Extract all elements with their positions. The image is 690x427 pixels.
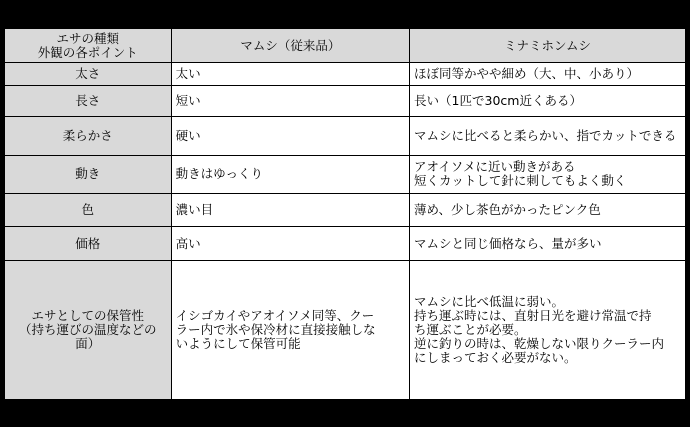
header-minami-honmushi: ミナミホンムシ — [410, 29, 686, 63]
comparison-table — [4, 28, 686, 400]
table-row — [5, 155, 686, 193]
cell-text-line: エサとしての保管性 — [31, 308, 145, 324]
minami-cell — [410, 227, 686, 261]
table-row — [5, 117, 686, 155]
cell-text-line: 短い — [175, 93, 201, 109]
table-row — [5, 63, 686, 86]
mamushi-cell — [171, 117, 409, 155]
cell-text-line: （持ち運びの温度などの — [19, 322, 157, 338]
header-category-line1: エサの種類 — [56, 30, 120, 46]
cell-text-line: ラー内で氷や保冷材に直接接触しな — [175, 322, 376, 338]
minami-cell — [410, 194, 686, 227]
header-mamushi: マムシ（従来品） — [171, 29, 409, 63]
minami-cell — [410, 117, 686, 155]
cell-text-line: 長さ — [75, 93, 101, 109]
row-label — [5, 155, 172, 193]
cell-text-line: アオイソメに近い動きがある — [414, 159, 576, 175]
cell-text-line: ほぼ同等かやや細め（大、中、小あり） — [414, 66, 640, 82]
cell-text-line: 太さ — [75, 66, 101, 82]
mamushi-cell — [171, 86, 409, 117]
row-label — [5, 86, 172, 117]
cell-text-line: 柔らかさ — [62, 128, 113, 144]
cell-text-line: 短くカットして針に刺してもよく動く — [414, 173, 627, 189]
cell-text-line: 薄め、少し茶色がかったピンク色 — [414, 202, 601, 218]
row-label — [5, 63, 172, 86]
mamushi-cell — [171, 63, 409, 86]
table-row — [5, 261, 686, 400]
mamushi-cell — [171, 261, 409, 400]
minami-cell — [410, 86, 686, 117]
cell-text-line: 硬い — [175, 128, 201, 144]
table-row — [5, 86, 686, 117]
table-row — [5, 227, 686, 261]
row-label — [5, 261, 172, 400]
mamushi-cell — [171, 194, 409, 227]
cell-text-line: 動きはゆっくり — [175, 166, 263, 182]
cell-text-line: 動き — [75, 166, 101, 182]
header-row — [5, 29, 686, 63]
cell-text-line: 太い — [175, 66, 201, 82]
cell-text-line: 色 — [81, 202, 95, 218]
table-row — [5, 194, 686, 227]
row-label — [5, 227, 172, 261]
cell-text-line: 濃い目 — [175, 202, 214, 218]
cell-text-line: 価格 — [75, 235, 101, 251]
cell-text-line: イシゴカイやアオイソメ同等、クー — [175, 308, 375, 324]
minami-cell — [410, 63, 686, 86]
row-label — [5, 194, 172, 227]
cell-text-line: いようにして保管可能 — [175, 336, 301, 352]
cell-text-line: マムシに比べると柔らかい、指でカットできる — [414, 128, 677, 144]
mamushi-cell — [171, 227, 409, 261]
comparison-sheet — [4, 28, 686, 400]
cell-text-line: 逆に釣りの時は、乾燥しない限りクーラー内 — [414, 336, 665, 352]
minami-cell — [410, 261, 686, 400]
cell-text-line: ち運ぶことが必要。 — [414, 322, 527, 338]
cell-text-line: 面） — [75, 336, 101, 352]
cell-text-line: 持ち運ぶ時には、直射日光を避け常温で持 — [414, 308, 652, 324]
row-label — [5, 117, 172, 155]
cell-text-line: にしまっておく必要がない。 — [414, 350, 577, 366]
header-category-line2: 外観の各ポイント — [37, 44, 138, 60]
cell-text-line: マムシに比べ低温に弱い。 — [414, 294, 565, 310]
cell-text-line: マムシと同じ価格なら、量が多い — [414, 235, 602, 251]
mamushi-cell — [171, 155, 409, 193]
minami-cell — [410, 155, 686, 193]
cell-text-line: 長い（1匹で30cm近くある） — [414, 93, 582, 109]
cell-text-line: 高い — [175, 235, 201, 251]
header-category — [5, 29, 172, 63]
